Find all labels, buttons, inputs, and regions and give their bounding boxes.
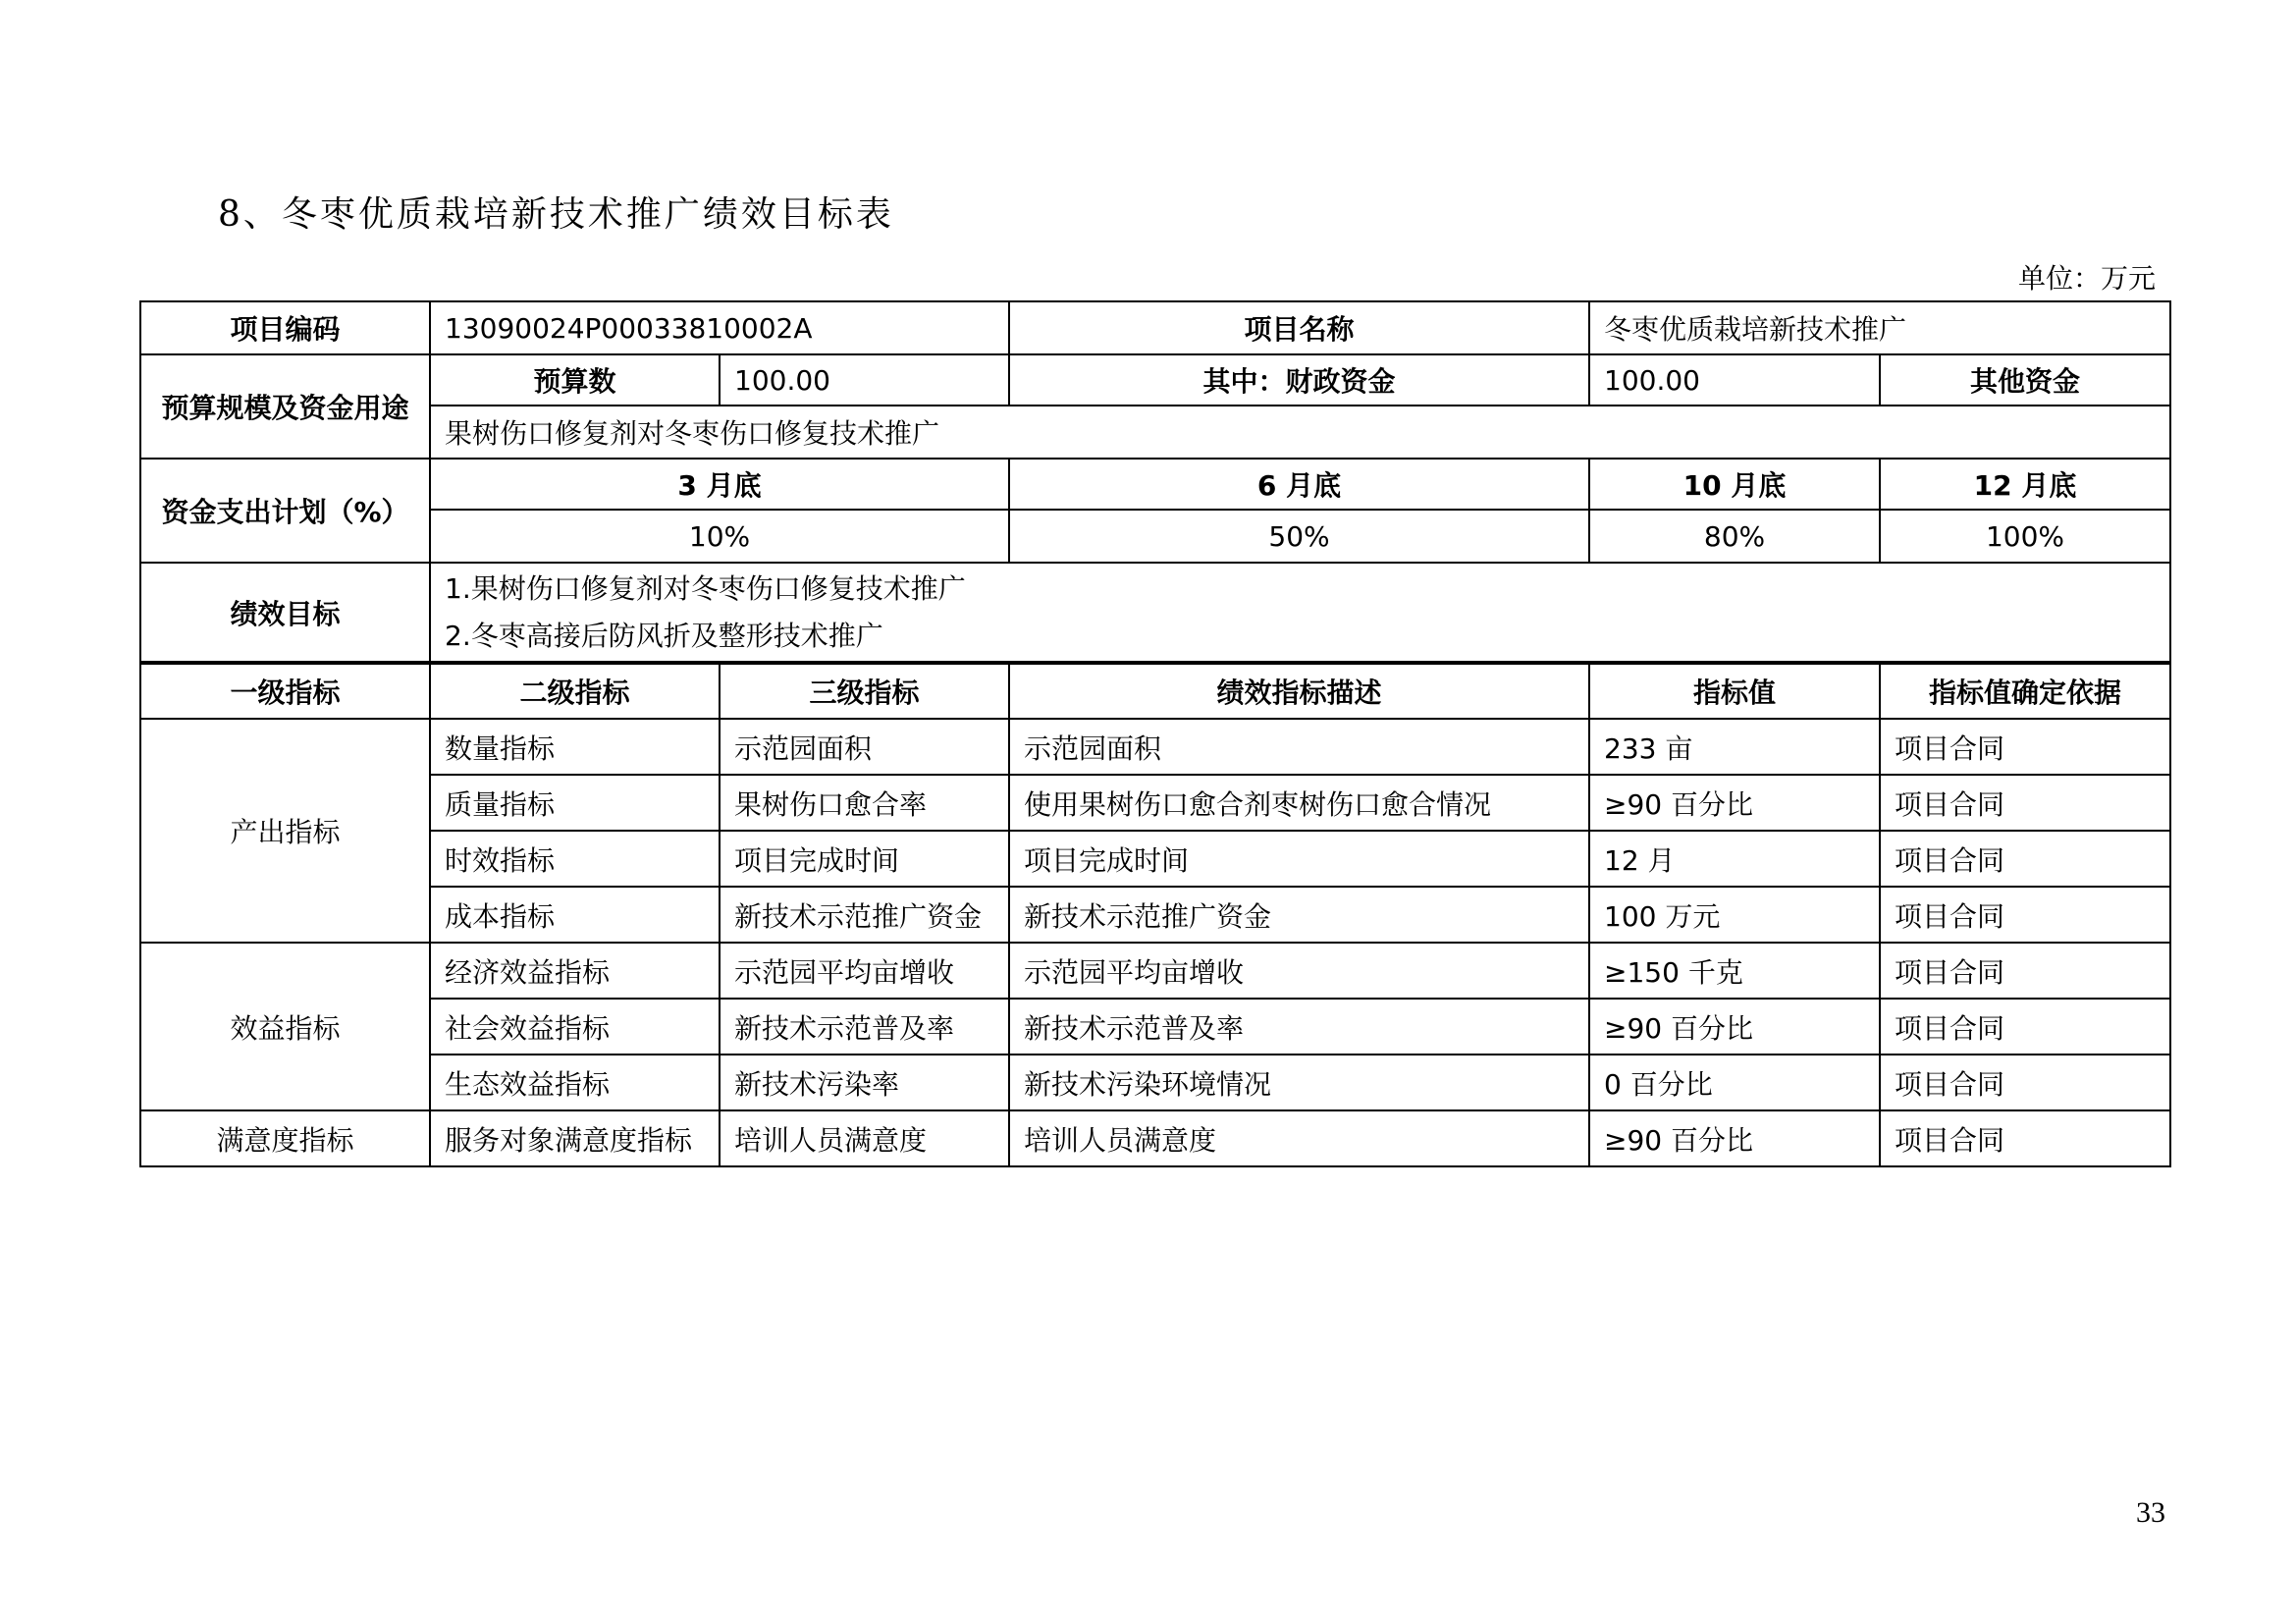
indicator-value: 100 万元 xyxy=(1589,887,1880,943)
performance-target-table xyxy=(139,300,2171,1167)
budget-amount-label: 预算数 xyxy=(430,354,720,406)
project-name-value: 冬枣优质栽培新技术推广 xyxy=(1589,301,2170,354)
level3-indicator: 示范园面积 xyxy=(720,719,1009,775)
spending-period-mar-value: 10% xyxy=(430,510,1009,563)
level2-indicator: 生态效益指标 xyxy=(430,1055,720,1110)
project-code-value: 13090024P00033810002A xyxy=(430,301,1009,354)
indicator-basis: 项目合同 xyxy=(1880,887,2170,943)
level2-indicator: 成本指标 xyxy=(430,887,720,943)
spending-period-dec-value: 100% xyxy=(1880,510,2170,563)
level1-indicator: 产出指标 xyxy=(140,719,430,943)
indicator-value: ≥90 百分比 xyxy=(1589,1110,1880,1166)
level1-indicator: 效益指标 xyxy=(140,943,430,1110)
table-row xyxy=(140,887,2170,943)
indicator-description: 培训人员满意度 xyxy=(1009,1110,1589,1166)
spending-period-mar-label: 3 月底 xyxy=(430,459,1009,510)
table-row xyxy=(140,1110,2170,1166)
spending-period-dec-label: 12 月底 xyxy=(1880,459,2170,510)
level3-indicator: 项目完成时间 xyxy=(720,831,1009,887)
table-row xyxy=(140,1055,2170,1110)
indicator-basis: 项目合同 xyxy=(1880,1055,2170,1110)
budget-usage: 果树伤口修复剂对冬枣伤口修复技术推广 xyxy=(430,406,2170,459)
table-row xyxy=(140,719,2170,775)
indicator-value: 0 百分比 xyxy=(1589,1055,1880,1110)
indicator-description: 项目完成时间 xyxy=(1009,831,1589,887)
indicator-basis: 项目合同 xyxy=(1880,1110,2170,1166)
fiscal-funds-value: 100.00 xyxy=(1589,354,1880,406)
unit-label: 单位：万元 xyxy=(2017,262,2156,295)
performance-goals-content xyxy=(430,563,2170,663)
table-row xyxy=(140,943,2170,999)
spending-period-jun-value: 50% xyxy=(1009,510,1589,563)
level3-indicator: 新技术示范推广资金 xyxy=(720,887,1009,943)
performance-goal-item: 2.冬枣高接后防风折及整形技术推广 xyxy=(445,619,883,652)
spending-plan-label: 资金支出计划（%） xyxy=(140,459,430,563)
indicator-value: ≥90 百分比 xyxy=(1589,775,1880,831)
indicator-description: 新技术示范普及率 xyxy=(1009,999,1589,1055)
indicator-basis: 项目合同 xyxy=(1880,831,2170,887)
page-title: 8、冬枣优质栽培新技术推广绩效目标表 xyxy=(218,194,894,235)
header-level1: 一级指标 xyxy=(140,663,430,719)
level3-indicator: 示范园平均亩增收 xyxy=(720,943,1009,999)
other-funds-label: 其他资金 xyxy=(1880,354,2170,406)
level2-indicator: 数量指标 xyxy=(430,719,720,775)
table-row xyxy=(140,831,2170,887)
header-value: 指标值 xyxy=(1589,663,1880,719)
indicator-value: ≥150 千克 xyxy=(1589,943,1880,999)
level3-indicator: 果树伤口愈合率 xyxy=(720,775,1009,831)
indicator-basis: 项目合同 xyxy=(1880,999,2170,1055)
project-name-label: 项目名称 xyxy=(1009,301,1589,354)
indicator-description: 新技术污染环境情况 xyxy=(1009,1055,1589,1110)
table-row xyxy=(140,775,2170,831)
header-description: 绩效指标描述 xyxy=(1009,663,1589,719)
level2-indicator: 质量指标 xyxy=(430,775,720,831)
level2-indicator: 服务对象满意度指标 xyxy=(430,1110,720,1166)
level2-indicator: 社会效益指标 xyxy=(430,999,720,1055)
level2-indicator: 时效指标 xyxy=(430,831,720,887)
table-row xyxy=(140,999,2170,1055)
level3-indicator: 新技术污染率 xyxy=(720,1055,1009,1110)
indicator-value: ≥90 百分比 xyxy=(1589,999,1880,1055)
level3-indicator: 新技术示范普及率 xyxy=(720,999,1009,1055)
project-code-label: 项目编码 xyxy=(140,301,430,354)
budget-label: 预算规模及资金用途 xyxy=(140,354,430,459)
indicator-description: 示范园面积 xyxy=(1009,719,1589,775)
indicator-description: 使用果树伤口愈合剂枣树伤口愈合情况 xyxy=(1009,775,1589,831)
indicator-basis: 项目合同 xyxy=(1880,943,2170,999)
performance-goal-item: 1.果树伤口修复剂对冬枣伤口修复技术推广 xyxy=(445,571,966,605)
indicator-description: 示范园平均亩增收 xyxy=(1009,943,1589,999)
level3-indicator: 培训人员满意度 xyxy=(720,1110,1009,1166)
spending-period-oct-label: 10 月底 xyxy=(1589,459,1880,510)
header-level3: 三级指标 xyxy=(720,663,1009,719)
level1-indicator: 满意度指标 xyxy=(140,1110,430,1166)
level2-indicator: 经济效益指标 xyxy=(430,943,720,999)
header-level2: 二级指标 xyxy=(430,663,720,719)
spending-period-oct-value: 80% xyxy=(1589,510,1880,563)
header-basis: 指标值确定依据 xyxy=(1880,663,2170,719)
indicator-basis: 项目合同 xyxy=(1880,775,2170,831)
performance-goals-label: 绩效目标 xyxy=(140,563,430,663)
page-number: 33 xyxy=(2136,1496,2165,1529)
fiscal-funds-label: 其中：财政资金 xyxy=(1009,354,1589,406)
indicator-description: 新技术示范推广资金 xyxy=(1009,887,1589,943)
indicator-value: 12 月 xyxy=(1589,831,1880,887)
indicator-value: 233 亩 xyxy=(1589,719,1880,775)
budget-amount-value: 100.00 xyxy=(720,354,1009,406)
spending-period-jun-label: 6 月底 xyxy=(1009,459,1589,510)
indicator-basis: 项目合同 xyxy=(1880,719,2170,775)
